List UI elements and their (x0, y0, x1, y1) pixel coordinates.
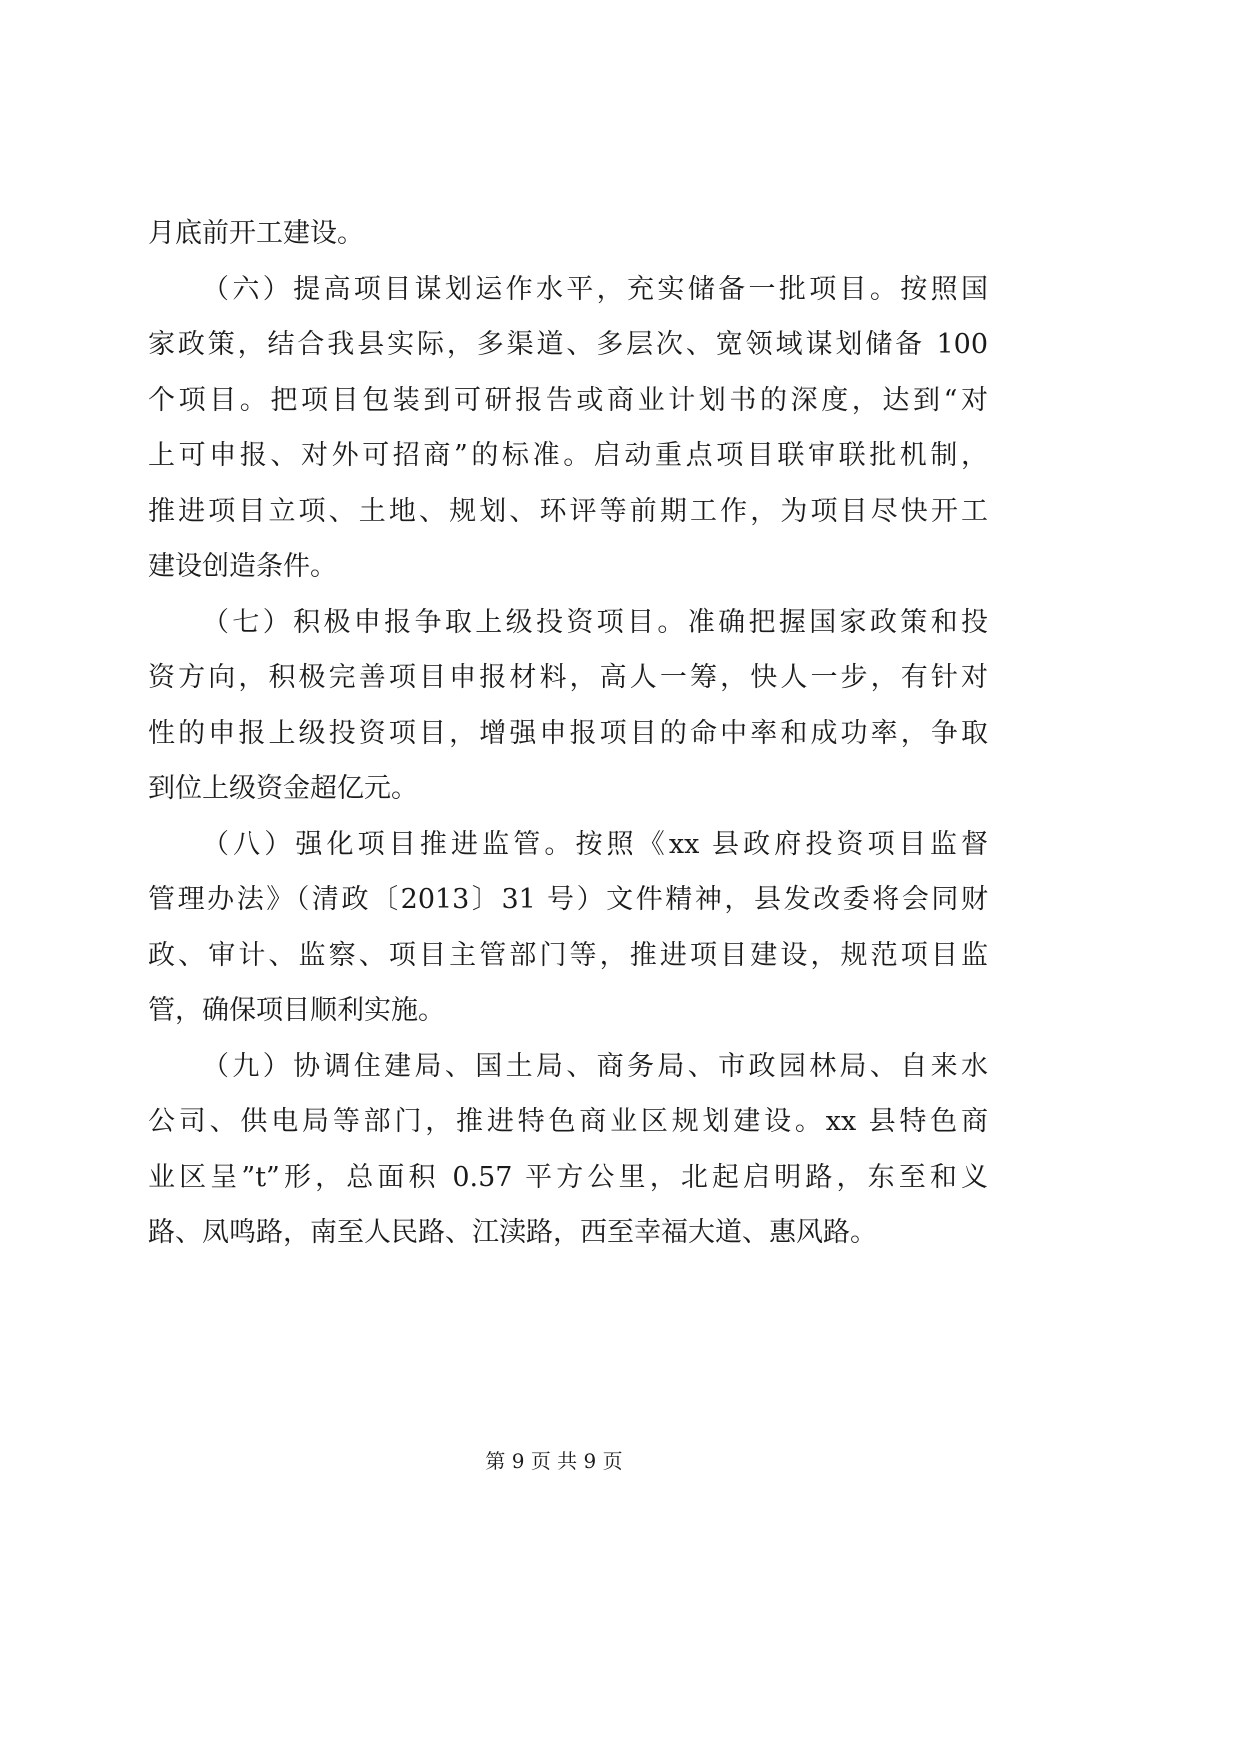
paragraph-line: （八）强化项目推进监管。按照《xx 县政府投资项目监督 (202, 828, 988, 860)
paragraph-line: 到位上级资金超亿元。 (148, 773, 418, 804)
paragraph-line: （七）积极申报争取上级投资项目。准确把握国家政策和投 (202, 606, 988, 638)
page-number-footer: 第 9 页 共 9 页 (485, 1449, 623, 1473)
paragraph-line: 个项目。把项目包装到可研报告或商业计划书的深度，达到“对 (148, 384, 988, 416)
paragraph-line: 管，确保项目顺利实施。 (148, 995, 445, 1026)
paragraph-line: 推进项目立项、土地、规划、环评等前期工作，为项目尽快开工 (148, 495, 988, 527)
paragraph-line: （九）协调住建局、国土局、商务局、市政园林局、自来水 (202, 1050, 988, 1082)
paragraph-line: 业区呈”t”形，总面积 0.57 平方公里，北起启明路，东至和义 (148, 1161, 988, 1193)
paragraph-line: 上可申报、对外可招商”的标准。启动重点项目联审联批机制， (148, 440, 988, 471)
paragraph-line: 政、审计、监察、项目主管部门等，推进项目建设，规范项目监 (148, 939, 988, 971)
paragraph-line: 性的申报上级投资项目，增强申报项目的命中率和成功率，争取 (148, 717, 988, 749)
paragraph-line: （六）提高项目谋划运作水平，充实储备一批项目。按照国 (202, 273, 988, 305)
paragraph-line: 管理办法》（清政〔2013〕31 号）文件精神，县发改委将会同财 (148, 884, 988, 915)
paragraph-line: 建设创造条件。 (148, 551, 337, 582)
paragraph-line: 月底前开工建设。 (148, 218, 364, 249)
paragraph-line: 家政策，结合我县实际，多渠道、多层次、宽领域谋划储备 100 (148, 329, 988, 360)
document-body (148, 206, 988, 1261)
paragraph-line: 路、凤鸣路，南至人民路、江渎路，西至幸福大道、惠风路。 (148, 1217, 877, 1248)
paragraph-line: 资方向，积极完善项目申报材料，高人一筹，快人一步，有针对 (148, 662, 988, 693)
paragraph-line: 公司、供电局等部门，推进特色商业区规划建设。xx 县特色商 (148, 1106, 988, 1137)
